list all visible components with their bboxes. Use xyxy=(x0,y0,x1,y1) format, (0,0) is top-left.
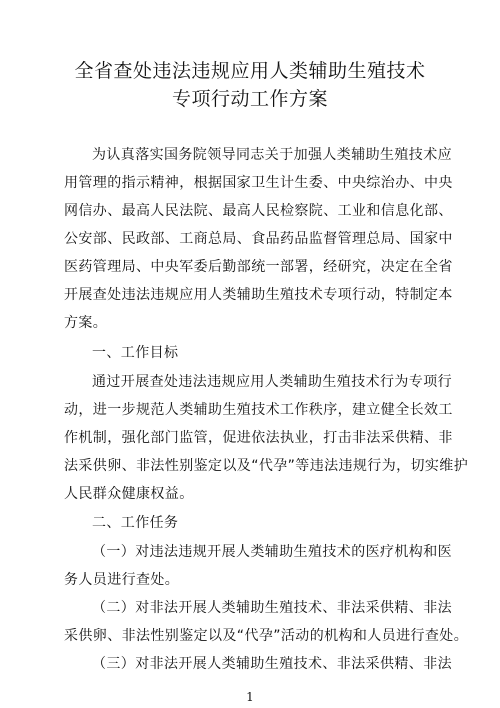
document-title-line-1: 全省查处违法违规应用人类辅助生殖技术 xyxy=(74,60,426,82)
paragraph-line: 为认真落实国务院领导同志关于加强人类辅助生殖技术应 xyxy=(92,147,452,163)
paragraph-line: 作机制，强化部门监管，促进依法执业，打击非法采供精、非 xyxy=(64,430,453,446)
paragraph-line: 公安部、民政部、工商总局、食品药品监督管理总局、国家中 xyxy=(64,231,453,247)
paragraph-line: 医药管理局、中央军委后勤部统一部署，经研究，决定在全省 xyxy=(64,259,453,275)
paragraph-line: 网信办、最高人民法院、最高人民检察院、工业和信息化部、 xyxy=(64,203,453,219)
paragraph-line: 务人员进行查处。 xyxy=(64,572,180,588)
paragraph-line: （一）对违法违规开展人类辅助生殖技术的医疗机构和医 xyxy=(92,544,452,560)
paragraph-line: 开展查处违法违规应用人类辅助生殖技术专项行动，特制定本 xyxy=(64,287,453,303)
section-heading: 二、工作任务 xyxy=(92,515,179,531)
paragraph-line: 采供卵、非法性别鉴定以及“代孕”活动的机构和人员进行查处。 xyxy=(64,628,469,644)
section-heading: 一、工作目标 xyxy=(92,345,179,361)
page-number: 1 xyxy=(246,690,254,704)
paragraph-line: （三）对非法开展人类辅助生殖技术、非法采供精、非法 xyxy=(92,656,452,672)
document-title-line-2: 专项行动工作方案 xyxy=(171,88,328,110)
paragraph-line: 动，进一步规范人类辅助生殖技术工作秩序，建立健全长效工 xyxy=(64,402,453,418)
paragraph-line: （二）对非法开展人类辅助生殖技术、非法采供精、非法 xyxy=(92,600,452,616)
paragraph-line: 人民群众健康权益。 xyxy=(64,486,194,502)
paragraph-line: 方案。 xyxy=(64,315,108,331)
paragraph-line: 用管理的指示精神，根据国家卫生计生委、中央综治办、中央 xyxy=(64,175,453,191)
paragraph-line: 通过开展查处违法违规应用人类辅助生殖技术行为专项行 xyxy=(92,374,452,390)
paragraph-line: 法采供卵、非法性别鉴定以及“代孕”等违法违规行为，切实维护 xyxy=(64,458,469,474)
